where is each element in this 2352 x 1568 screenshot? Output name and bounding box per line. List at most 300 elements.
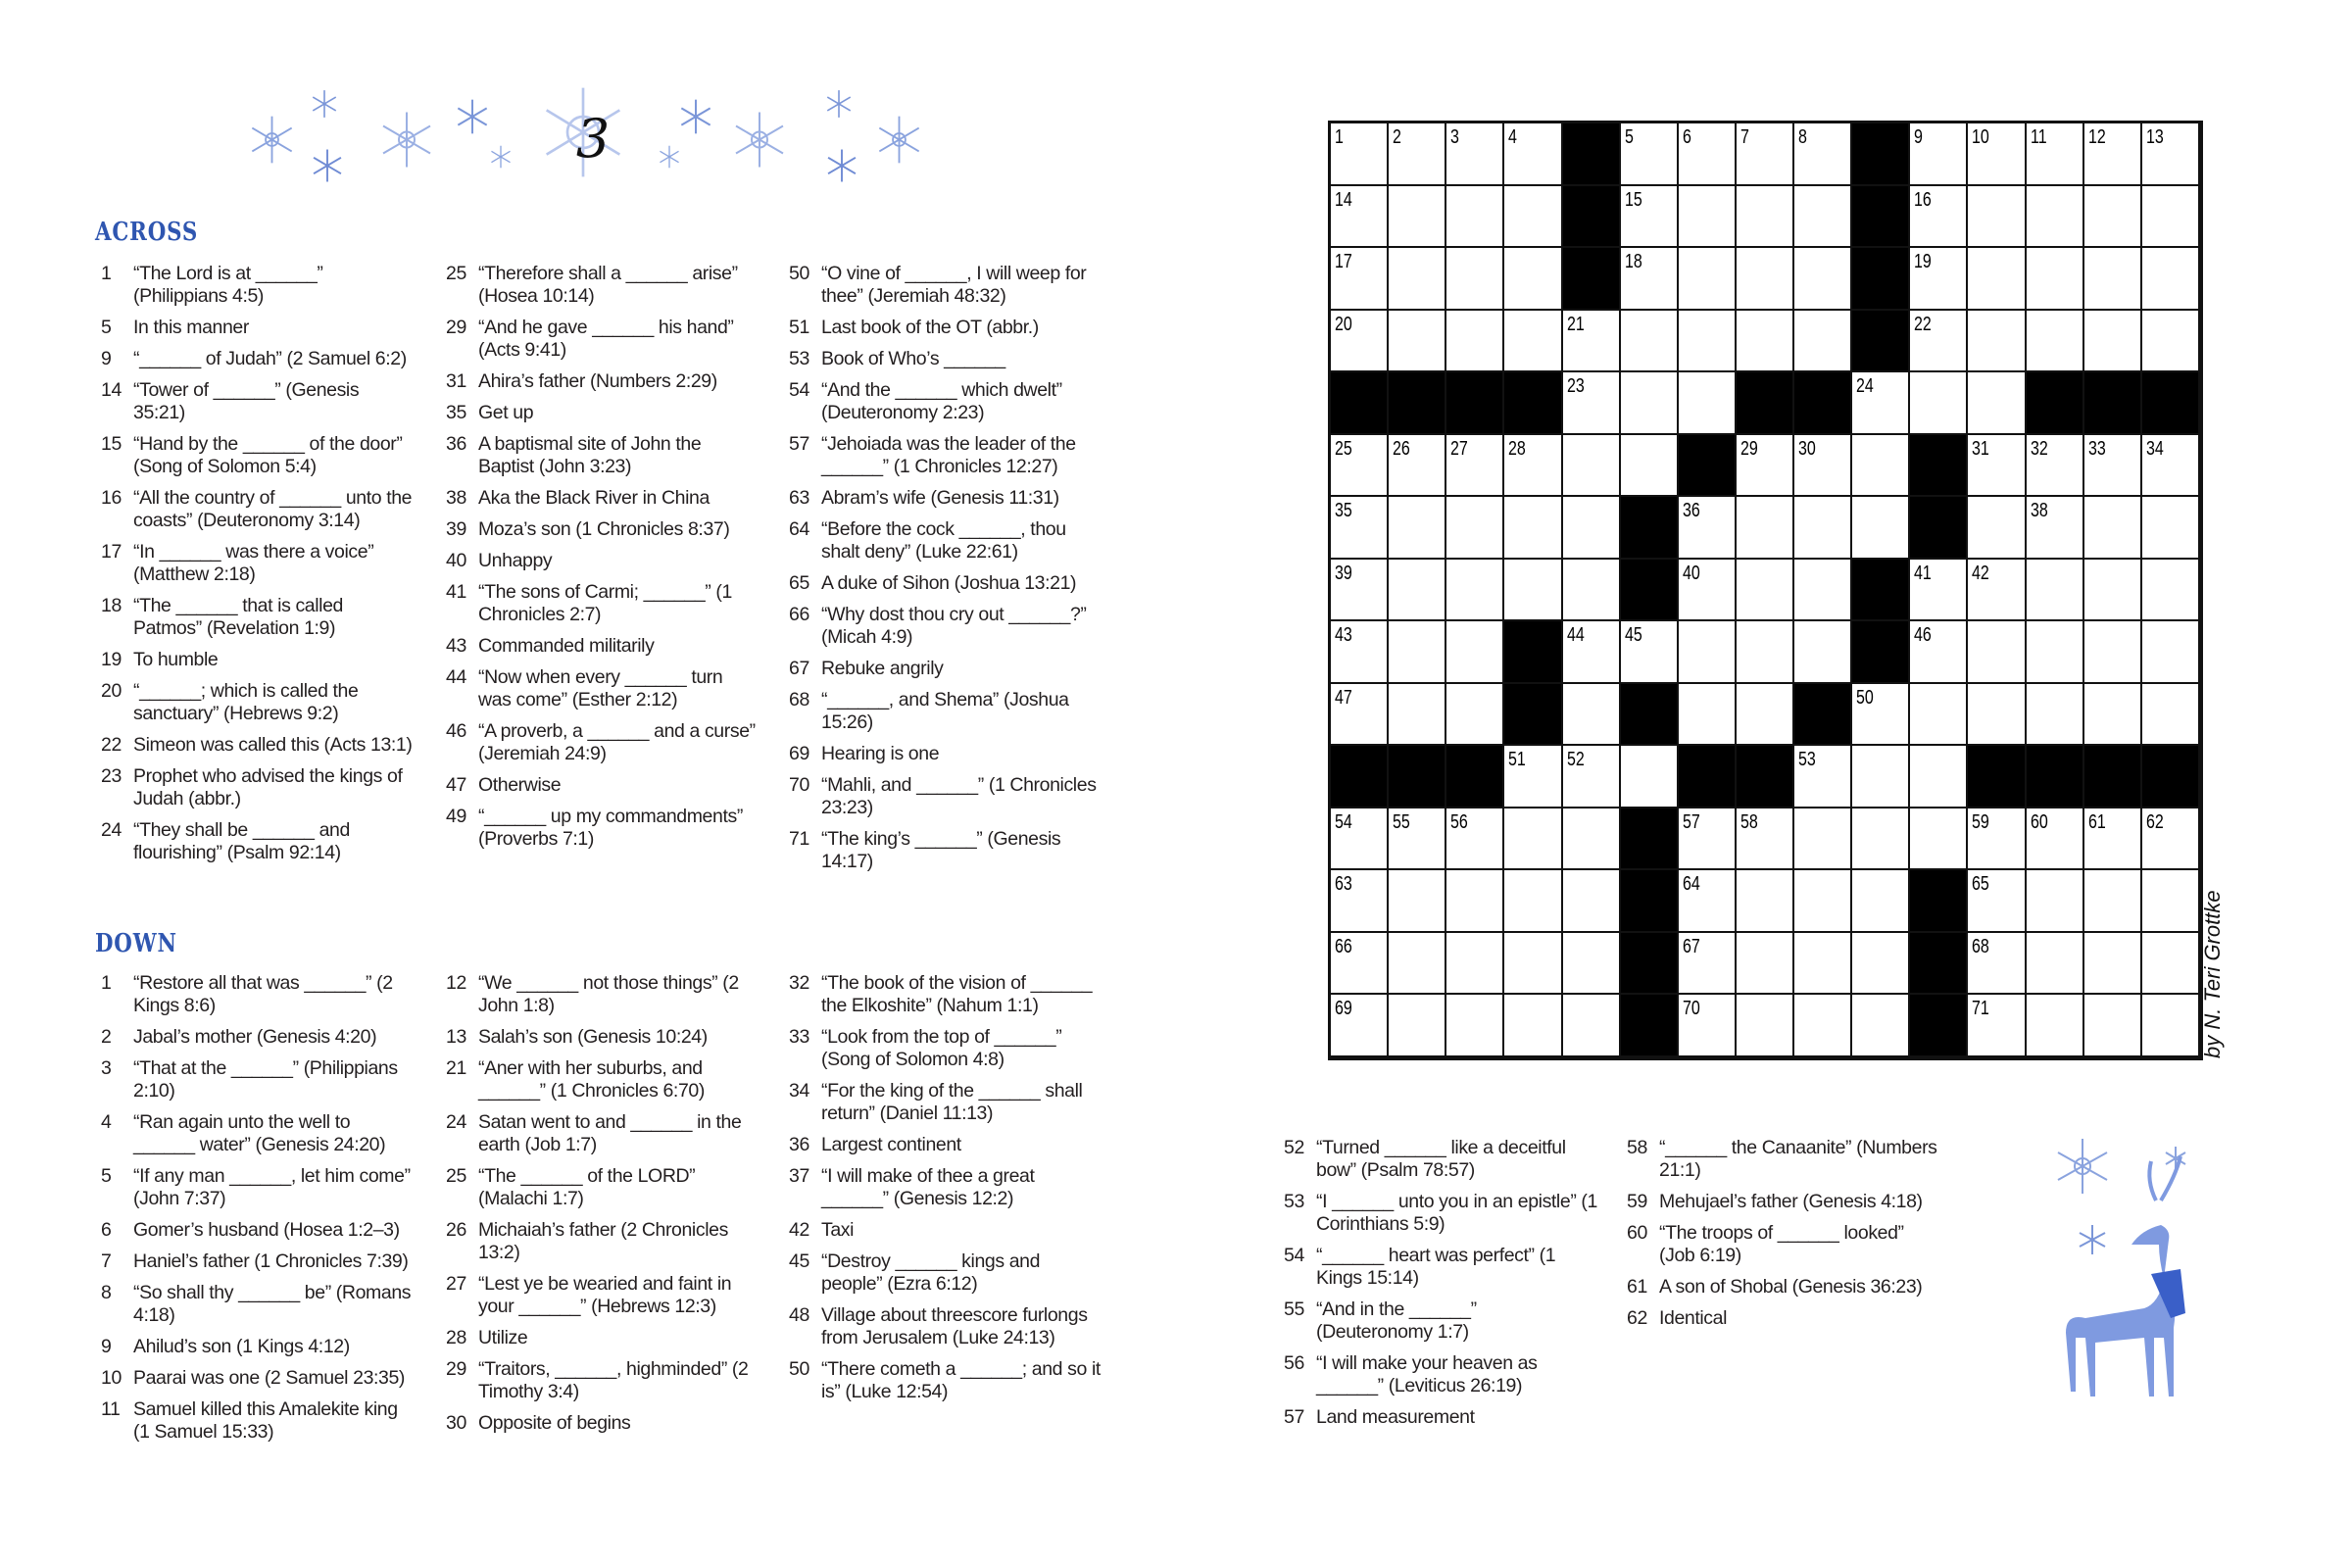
clue-number: 37: [789, 1165, 809, 1187]
grid-cell[interactable]: [1679, 186, 1737, 249]
cell-number: 70: [1682, 998, 1700, 1020]
grid-cell[interactable]: [1504, 123, 1562, 186]
grid-cell[interactable]: [1504, 870, 1562, 933]
grid-cell-black: [1331, 372, 1389, 435]
grid-cell[interactable]: [1389, 995, 1446, 1057]
grid-cell[interactable]: [2142, 808, 2200, 871]
cell-number: 38: [2030, 500, 2048, 522]
clue-item: [1627, 1276, 1940, 1298]
grid-cell[interactable]: [1563, 808, 1621, 871]
grid-cell[interactable]: [1389, 560, 1446, 622]
grid-cell[interactable]: [1679, 808, 1737, 871]
grid-cell[interactable]: [1852, 684, 1910, 747]
clue-number: 47: [446, 774, 466, 796]
grid-cell[interactable]: [2027, 123, 2084, 186]
grid-cell-black: [1852, 560, 1910, 622]
clue-item: [789, 1358, 1102, 1403]
grid-cell[interactable]: [1737, 560, 1794, 622]
grid-cell[interactable]: [2084, 560, 2142, 622]
grid-cell[interactable]: [1504, 746, 1562, 808]
clue-number: 36: [446, 433, 466, 455]
grid-cell[interactable]: [1794, 621, 1852, 684]
grid-cell[interactable]: [2142, 186, 2200, 249]
clue-text: Get up: [478, 402, 534, 423]
clue-number: 64: [789, 518, 809, 540]
clue-number: 14: [101, 379, 122, 401]
clue-number: 42: [789, 1219, 809, 1241]
grid-cell[interactable]: [1563, 372, 1621, 435]
grid-cell[interactable]: [2084, 995, 2142, 1057]
clue-text: “If any man ______, let him come” (John 7:37): [133, 1165, 411, 1209]
clue-number: 24: [101, 819, 122, 841]
clue-item: [101, 317, 415, 339]
clue-number: 26: [446, 1219, 466, 1241]
clue-text: “Mahli, and ______” (1 Chronicles 23:23): [821, 774, 1097, 818]
grid-cell[interactable]: [1968, 248, 2026, 311]
cell-number: 43: [1335, 624, 1352, 647]
grid-cell[interactable]: [1968, 684, 2026, 747]
snowflake-icon: [823, 88, 855, 120]
cell-number: 32: [2030, 437, 2048, 460]
grid-cell[interactable]: [1910, 311, 1968, 373]
grid-cell[interactable]: [1679, 497, 1737, 560]
grid-cell[interactable]: [1679, 870, 1737, 933]
grid-cell[interactable]: [1794, 248, 1852, 311]
grid-cell[interactable]: [2084, 933, 2142, 996]
clue-text: “Now when every ______ turn was come” (Esther 2:12): [478, 666, 723, 710]
cell-number: 3: [1450, 126, 1460, 148]
grid-cell[interactable]: [1679, 684, 1737, 747]
grid-cell[interactable]: [1504, 186, 1562, 249]
grid-cell[interactable]: [2027, 808, 2084, 871]
cell-number: 18: [1624, 251, 1642, 273]
cell-number: 56: [1450, 810, 1469, 833]
grid-cell[interactable]: [1794, 746, 1852, 808]
clue-item: [446, 1026, 760, 1049]
grid-cell[interactable]: [1331, 497, 1389, 560]
clue-number: 4: [101, 1111, 112, 1133]
grid-cell[interactable]: [1331, 248, 1389, 311]
grid-cell-black: [2027, 372, 2084, 435]
clue-item: [446, 1358, 760, 1403]
grid-cell[interactable]: [1504, 435, 1562, 498]
grid-cell[interactable]: [2027, 933, 2084, 996]
grid-cell[interactable]: [1679, 560, 1737, 622]
grid-cell[interactable]: [1794, 311, 1852, 373]
grid-cell-black: [1852, 248, 1910, 311]
grid-cell[interactable]: [2142, 311, 2200, 373]
grid-cell[interactable]: [1737, 123, 1794, 186]
clue-number: 28: [446, 1327, 466, 1348]
grid-cell[interactable]: [1852, 435, 1910, 498]
clue-number: 11: [101, 1398, 121, 1420]
cell-number: 67: [1682, 935, 1700, 957]
cell-number: 33: [2087, 437, 2106, 460]
grid-cell[interactable]: [1563, 870, 1621, 933]
grid-cell[interactable]: [1331, 933, 1389, 996]
cell-number: 26: [1393, 437, 1410, 460]
cell-number: 66: [1335, 935, 1352, 957]
grid-cell[interactable]: [1737, 808, 1794, 871]
grid-cell[interactable]: [1794, 995, 1852, 1057]
clue-item: [789, 972, 1102, 1017]
clue-number: 9: [101, 1336, 112, 1357]
grid-cell[interactable]: [1563, 497, 1621, 560]
clue-text: Rebuke angrily: [821, 658, 944, 679]
clue-text: “______ the Canaanite” (Numbers 21:1): [1659, 1137, 1937, 1181]
grid-cell[interactable]: [1331, 684, 1389, 747]
grid-cell[interactable]: [1968, 808, 2026, 871]
grid-cell[interactable]: [1446, 186, 1504, 249]
grid-cell[interactable]: [2142, 123, 2200, 186]
grid-cell[interactable]: [2084, 435, 2142, 498]
grid-cell[interactable]: [1563, 684, 1621, 747]
grid-cell[interactable]: [1446, 248, 1504, 311]
clue-text: “______ of Judah” (2 Samuel 6:2): [133, 348, 407, 369]
clue-item: [789, 317, 1102, 339]
clue-text: “So shall thy ______ be” (Romans 4:18): [133, 1282, 412, 1326]
grid-cell[interactable]: [1331, 560, 1389, 622]
grid-cell[interactable]: [1852, 933, 1910, 996]
clue-item: [789, 1134, 1102, 1156]
grid-cell-black: [2027, 746, 2084, 808]
grid-cell[interactable]: [1968, 311, 2026, 373]
grid-cell[interactable]: [1737, 186, 1794, 249]
clue-item: [446, 1327, 760, 1349]
clue-text: “Destroy ______ kings and people” (Ezra 6:12): [821, 1250, 1041, 1295]
grid-cell[interactable]: [1679, 933, 1737, 996]
grid-cell[interactable]: [2084, 123, 2142, 186]
grid-cell[interactable]: [1446, 621, 1504, 684]
clue-text: Last book of the OT (abbr.): [821, 317, 1039, 338]
grid-cell[interactable]: [1910, 621, 1968, 684]
grid-cell[interactable]: [1621, 372, 1679, 435]
clue-text: “And he gave ______ his hand” (Acts 9:41): [478, 317, 734, 361]
grid-cell[interactable]: [1331, 186, 1389, 249]
grid-cell[interactable]: [1910, 186, 1968, 249]
grid-cell[interactable]: [1389, 248, 1446, 311]
author-byline: by N. Teri Grottke: [2200, 890, 2225, 1058]
grid-cell[interactable]: [2084, 248, 2142, 311]
grid-cell[interactable]: [2084, 684, 2142, 747]
grid-cell[interactable]: [1504, 497, 1562, 560]
grid-cell[interactable]: [2027, 435, 2084, 498]
grid-cell[interactable]: [2027, 186, 2084, 249]
grid-cell[interactable]: [1389, 808, 1446, 871]
grid-cell[interactable]: [2142, 933, 2200, 996]
clue-text: “______; which is called the sanctuary” (Hebrews 9:2): [133, 680, 359, 724]
clue-text: Utilize: [478, 1327, 528, 1348]
grid-cell[interactable]: [2084, 808, 2142, 871]
grid-cell[interactable]: [1852, 995, 1910, 1057]
clue-item: [1284, 1352, 1597, 1397]
clue-text: “Turned ______ like a deceitful bow” (Psalm 78:57): [1316, 1137, 1566, 1181]
grid-cell[interactable]: [1563, 311, 1621, 373]
grid-cell[interactable]: [1504, 933, 1562, 996]
grid-cell[interactable]: [1910, 684, 1968, 747]
grid-cell[interactable]: [1389, 933, 1446, 996]
clue-number: 17: [101, 541, 122, 563]
grid-cell[interactable]: [1794, 123, 1852, 186]
grid-cell[interactable]: [2027, 560, 2084, 622]
grid-cell[interactable]: [1737, 995, 1794, 1057]
grid-cell[interactable]: [1910, 746, 1968, 808]
grid-cell-black: [1389, 746, 1446, 808]
grid-cell[interactable]: [1737, 684, 1794, 747]
grid-cell[interactable]: [2084, 311, 2142, 373]
grid-cell[interactable]: [1794, 186, 1852, 249]
clue-text: Commanded militarily: [478, 635, 655, 657]
grid-cell[interactable]: [1621, 186, 1679, 249]
grid-cell[interactable]: [2084, 621, 2142, 684]
grid-cell[interactable]: [2142, 560, 2200, 622]
down-column-2: [446, 972, 760, 1444]
clue-item: [101, 1282, 415, 1327]
grid-cell[interactable]: [2084, 870, 2142, 933]
grid-cell[interactable]: [1794, 497, 1852, 560]
grid-cell[interactable]: [1504, 995, 1562, 1057]
clue-number: 7: [101, 1250, 112, 1272]
grid-cell[interactable]: [2027, 497, 2084, 560]
grid-cell[interactable]: [1968, 870, 2026, 933]
cell-number: 29: [1740, 437, 1758, 460]
cell-number: 5: [1624, 126, 1634, 148]
clue-number: 23: [101, 765, 122, 787]
grid-cell[interactable]: [2142, 995, 2200, 1057]
cell-number: 21: [1566, 313, 1585, 335]
grid-cell-black: [1852, 621, 1910, 684]
grid-cell[interactable]: [1331, 995, 1389, 1057]
grid-cell[interactable]: [1389, 684, 1446, 747]
grid-cell[interactable]: [1563, 746, 1621, 808]
clue-text: Book of Who’s ______: [821, 348, 1005, 369]
grid-cell[interactable]: [1737, 933, 1794, 996]
grid-cell[interactable]: [1794, 560, 1852, 622]
grid-cell[interactable]: [1446, 497, 1504, 560]
grid-cell[interactable]: [1910, 248, 1968, 311]
clue-item: [789, 1026, 1102, 1071]
grid-cell[interactable]: [1968, 995, 2026, 1057]
grid-cell[interactable]: [1794, 933, 1852, 996]
grid-cell[interactable]: [1331, 311, 1389, 373]
clue-item: [789, 572, 1102, 595]
grid-cell[interactable]: [1679, 123, 1737, 186]
clue-text: “I will make of thee a great ______” (Genesis 12:2): [821, 1165, 1035, 1209]
clue-item: [446, 1273, 760, 1318]
grid-cell[interactable]: [1331, 870, 1389, 933]
clue-text: Haniel’s father (1 Chronicles 7:39): [133, 1250, 409, 1272]
clue-item: [101, 972, 415, 1017]
grid-cell[interactable]: [1910, 123, 1968, 186]
grid-cell[interactable]: [1621, 621, 1679, 684]
cell-number: 69: [1335, 998, 1352, 1020]
grid-cell[interactable]: [1621, 248, 1679, 311]
clue-item: [789, 1080, 1102, 1125]
grid-cell[interactable]: [1679, 621, 1737, 684]
clue-item: [446, 720, 760, 765]
grid-cell-black: [1504, 372, 1562, 435]
clue-number: 3: [101, 1057, 112, 1079]
grid-cell[interactable]: [1679, 311, 1737, 373]
grid-cell[interactable]: [1621, 435, 1679, 498]
grid-cell[interactable]: [1389, 186, 1446, 249]
clue-text: A duke of Sihon (Joshua 13:21): [821, 572, 1077, 594]
grid-cell[interactable]: [2027, 684, 2084, 747]
grid-cell[interactable]: [2027, 870, 2084, 933]
clue-item: [101, 348, 415, 370]
grid-cell[interactable]: [1446, 560, 1504, 622]
grid-cell[interactable]: [1794, 435, 1852, 498]
clue-item: [101, 1367, 415, 1390]
clue-item: [101, 765, 415, 810]
grid-cell[interactable]: [1968, 435, 2026, 498]
clue-item: [789, 828, 1102, 873]
cell-number: 23: [1566, 375, 1585, 398]
clue-item: [446, 972, 760, 1017]
clue-item: [446, 1219, 760, 1264]
grid-cell[interactable]: [2142, 248, 2200, 311]
grid-cell[interactable]: [1794, 808, 1852, 871]
grid-cell[interactable]: [1446, 123, 1504, 186]
clue-item: [101, 487, 415, 532]
grid-cell-black: [1621, 560, 1679, 622]
grid-cell[interactable]: [1910, 560, 1968, 622]
clue-number: 45: [789, 1250, 809, 1272]
clue-item: [789, 518, 1102, 564]
grid-cell[interactable]: [1621, 311, 1679, 373]
grid-cell[interactable]: [2142, 497, 2200, 560]
grid-cell[interactable]: [1563, 435, 1621, 498]
grid-cell[interactable]: [1737, 311, 1794, 373]
clue-number: 44: [446, 666, 466, 688]
grid-cell[interactable]: [1331, 621, 1389, 684]
grid-cell[interactable]: [1910, 372, 1968, 435]
grid-cell[interactable]: [1446, 870, 1504, 933]
clue-text: “There cometh a ______; and so it is” (Luke 12:54): [821, 1358, 1101, 1402]
grid-cell[interactable]: [1737, 621, 1794, 684]
clue-text: “And the ______ which dwelt” (Deuteronomy 2:23): [821, 379, 1062, 423]
grid-cell[interactable]: [1968, 186, 2026, 249]
grid-cell[interactable]: [1331, 435, 1389, 498]
grid-cell[interactable]: [2084, 186, 2142, 249]
grid-cell[interactable]: [1910, 808, 1968, 871]
clue-item: [101, 595, 415, 640]
grid-cell[interactable]: [1446, 933, 1504, 996]
grid-cell[interactable]: [1968, 933, 2026, 996]
cell-number: 22: [1914, 313, 1933, 335]
grid-cell[interactable]: [1389, 435, 1446, 498]
grid-cell[interactable]: [1852, 497, 1910, 560]
clue-item: [101, 649, 415, 671]
grid-cell[interactable]: [2142, 435, 2200, 498]
grid-cell[interactable]: [1446, 684, 1504, 747]
grid-cell[interactable]: [1389, 497, 1446, 560]
grid-cell[interactable]: [2142, 870, 2200, 933]
grid-cell[interactable]: [1737, 870, 1794, 933]
grid-cell[interactable]: [1446, 995, 1504, 1057]
grid-cell[interactable]: [1852, 746, 1910, 808]
grid-cell[interactable]: [1621, 123, 1679, 186]
grid-cell[interactable]: [1563, 995, 1621, 1057]
grid-cell[interactable]: [2027, 311, 2084, 373]
clue-item: [789, 263, 1102, 308]
grid-cell[interactable]: [1968, 560, 2026, 622]
grid-cell[interactable]: [2027, 621, 2084, 684]
clue-number: 53: [1284, 1191, 1304, 1212]
grid-cell[interactable]: [1737, 497, 1794, 560]
grid-cell[interactable]: [1504, 248, 1562, 311]
clue-text: Paarai was one (2 Samuel 23:35): [133, 1367, 406, 1389]
grid-cell[interactable]: [1852, 870, 1910, 933]
grid-cell[interactable]: [1794, 870, 1852, 933]
clue-text: “Aner with her suburbs, and ______” (1 Chronicles 6:70): [478, 1057, 705, 1102]
clue-text: A son of Shobal (Genesis 36:23): [1659, 1276, 1923, 1298]
grid-cell[interactable]: [1389, 311, 1446, 373]
grid-cell[interactable]: [1968, 497, 2026, 560]
grid-cell-black: [1446, 372, 1504, 435]
clue-text: “I will make your heaven as ______” (Leviticus 26:19): [1316, 1352, 1538, 1396]
clue-number: 53: [789, 348, 809, 369]
clue-item: [446, 550, 760, 572]
grid-cell[interactable]: [1563, 560, 1621, 622]
grid-cell[interactable]: [2142, 684, 2200, 747]
grid-cell[interactable]: [1968, 123, 2026, 186]
grid-cell[interactable]: [1389, 870, 1446, 933]
grid-cell[interactable]: [1737, 435, 1794, 498]
clue-text: Michaiah’s father (2 Chronicles 13:2): [478, 1219, 728, 1263]
grid-cell[interactable]: [1737, 248, 1794, 311]
clue-item: [446, 1111, 760, 1156]
clue-number: 5: [101, 1165, 112, 1187]
grid-cell[interactable]: [1504, 808, 1562, 871]
grid-cell[interactable]: [2027, 995, 2084, 1057]
grid-cell-black: [1910, 933, 1968, 996]
clue-number: 56: [1284, 1352, 1304, 1374]
cell-number: 6: [1682, 126, 1691, 148]
grid-cell[interactable]: [1621, 746, 1679, 808]
grid-cell[interactable]: [1389, 123, 1446, 186]
grid-cell[interactable]: [1968, 372, 2026, 435]
grid-cell[interactable]: [1563, 621, 1621, 684]
grid-cell[interactable]: [1679, 995, 1737, 1057]
grid-cell[interactable]: [2142, 621, 2200, 684]
clue-number: 34: [789, 1080, 809, 1102]
grid-cell[interactable]: [1331, 808, 1389, 871]
clue-number: 25: [446, 263, 466, 284]
clue-text: Unhappy: [478, 550, 553, 571]
clue-text: Satan went to and ______ in the earth (Job 1:7): [478, 1111, 742, 1155]
clue-text: “O vine of ______, I will weep for thee” (Jeremiah 48:32): [821, 263, 1087, 307]
grid-cell[interactable]: [1504, 560, 1562, 622]
grid-cell[interactable]: [1331, 123, 1389, 186]
grid-cell[interactable]: [1446, 435, 1504, 498]
grid-cell[interactable]: [2084, 497, 2142, 560]
grid-cell[interactable]: [1852, 372, 1910, 435]
grid-cell[interactable]: [1446, 311, 1504, 373]
grid-cell[interactable]: [1679, 248, 1737, 311]
grid-cell[interactable]: [1852, 808, 1910, 871]
grid-cell[interactable]: [1446, 808, 1504, 871]
cell-number: 63: [1335, 873, 1352, 896]
grid-cell[interactable]: [1968, 621, 2026, 684]
clue-item: [446, 1412, 760, 1435]
grid-cell[interactable]: [1679, 372, 1737, 435]
grid-cell[interactable]: [1504, 311, 1562, 373]
clue-number: 36: [789, 1134, 809, 1155]
grid-cell[interactable]: [2027, 248, 2084, 311]
grid-cell[interactable]: [1389, 621, 1446, 684]
grid-cell[interactable]: [1563, 933, 1621, 996]
